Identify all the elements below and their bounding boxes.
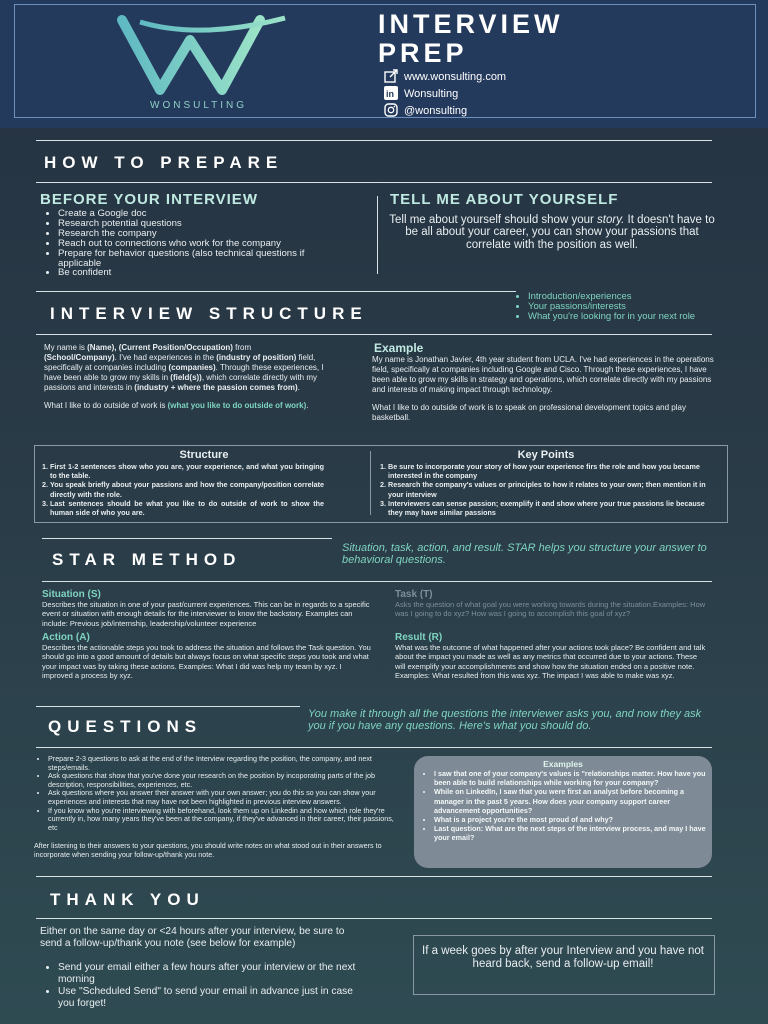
question-tip: • Prepare 2-3 questions to ask at the end of the Interview regarding the position, the company, and next steps/emails. <box>48 755 404 772</box>
divider <box>36 918 712 919</box>
template-paragraph: My name is (Name), (Current Position/Occupation) from (School/Company). I've had experiences in the (industry of position) field, specifically at companies including (companies). Through these experiences, I have been able to grow my skills in (field(s)), which correlate directly with my passions and interests in (industry + where the passion comes from). What I like to do outside of work is (what you like to do outside of work). <box>44 343 324 410</box>
result-text: What was the outcome of what happened after your actions took place? Be confident and talk about the impact you made as well as any metrics that occurred due to your actions. These will exemplify your accomplishments and show how the situation ended on a positive note. Examples: What resulted from this was xyz. The impact I was able to make was xyz. <box>395 643 706 680</box>
structure-item: 1. First 1-2 sentences show who you are, your experience, and what you bringing to the table. <box>50 462 324 480</box>
thank-you-list <box>40 962 356 1010</box>
example-question: • While on LinkedIn, I saw that you were first an analyst before becoming a manager in the past 5 years. How does your company support career advancement opportunities? <box>434 787 706 815</box>
divider <box>36 182 712 183</box>
linkedin-link[interactable] <box>384 86 458 100</box>
before-interview-item: • Research the company <box>58 229 344 239</box>
example-question: • I saw that one of your company's values is "relationships matter. How have you been able to build relationships while working for your company? <box>434 769 706 787</box>
tell-text-part1: Tell me about yourself should show your <box>389 214 594 226</box>
question-tip: • If you know who you're interviewing with beforehand, look them up on Linkedin and how which role they're currently in, how many years they've been at the company, if they've advanced in their career, their passions, etc <box>48 807 404 833</box>
before-interview-item: • Reach out to connections who work for the company <box>58 239 344 249</box>
result-title: Result (R) <box>395 632 443 643</box>
section-title-thank-you: THANK YOU <box>50 890 205 909</box>
before-interview-item: • Research potential questions <box>58 219 344 229</box>
tell-me-title: TELL ME ABOUT YOURSELF <box>390 191 619 208</box>
brand-name: WONSULTING <box>150 100 248 111</box>
divider <box>36 334 516 335</box>
example-text-2: What I like to do outside of work is to speak on professional development topics and play basketball. <box>372 403 686 422</box>
column-divider <box>377 196 378 274</box>
page-title <box>378 10 564 68</box>
before-interview-item: • Create a Google doc <box>58 209 344 219</box>
before-interview-list <box>44 209 344 278</box>
before-interview-title: BEFORE YOUR INTERVIEW <box>40 191 258 208</box>
instagram-link[interactable] <box>384 103 467 117</box>
divider <box>36 140 712 141</box>
tell-text-story: story. <box>597 214 625 226</box>
structure-title: Structure <box>179 449 229 461</box>
tell-me-text <box>388 214 716 251</box>
question-tip: • Ask questions that show that you've done your research on the position by incoporating parts of the job description, responsibilities, experiences, etc. <box>48 772 404 789</box>
question-tip: • Ask questions where you answer their answer with your own answer; you do this so you can show your experiences and interests that may have not been highlighted in previous interview answers. <box>48 789 404 806</box>
divider <box>516 334 712 335</box>
structure-item: 2. You speak briefly about your passions and how the company/position correlate directly with the role. <box>50 480 324 498</box>
keypoint-item: 2. Research the company's values or principles to how it relates to your own; then mention it in your interview <box>388 480 714 498</box>
svg-text:in: in <box>386 89 394 99</box>
title-line-1: INTERVIEW <box>378 9 564 39</box>
examples-list <box>424 769 706 843</box>
instagram-icon <box>384 103 398 117</box>
section-title-how-to-prepare: HOW TO PREPARE <box>44 153 284 172</box>
thank-you-item: • Use "Scheduled Send" to send your email in advance just in case you forget! <box>58 986 356 1010</box>
keypoints-title: Key Points <box>517 449 575 461</box>
thank-you-intro: Either on the same day or <24 hours after your interview, be sure to send a follow-up/thank you note (see below for example) <box>40 926 345 949</box>
instagram-text: @wonsulting <box>404 105 468 117</box>
external-link-icon <box>384 69 398 83</box>
examples-title: Examples <box>543 759 583 769</box>
action-text: Describes the actionable steps you took to address the situation and follows the Task question. You should go into a good amount of details but always focus on what specific steps you took and what your impact was by taking these actions. Examples: What I did was help my team by xyz. I improved a process by xyz. <box>42 643 371 680</box>
linkedin-text: Wonsulting <box>404 88 459 100</box>
example-title: Example <box>374 341 424 355</box>
wonsulting-logo <box>110 10 300 105</box>
star-intro: Situation, task, action, and result. STAR helps you structure your answer to behavioral questions. <box>342 542 707 566</box>
task-text: Asks the question of what goal you were working towards during the situation.Examples: How was I going to do xyz? How was I going to accomplish this goal of xyz? <box>395 600 706 619</box>
before-interview-item: • Be confident <box>58 268 344 278</box>
structure-list <box>40 462 324 517</box>
structure-point: • Your passions/interests <box>528 302 714 312</box>
divider <box>42 538 332 539</box>
keypoint-item: 1. Be sure to incorporate your story of how your experience firs the role and how you became interested in the company <box>388 462 714 480</box>
example-question: • Last question: What are the next steps of the interview process, and may I have your email? <box>434 824 706 842</box>
section-title-questions: QUESTIONS <box>48 717 203 736</box>
questions-list <box>38 755 404 832</box>
structure-item: 3. Last sentences should be what you like to do outside of work to show the human side of who you are. <box>50 499 324 517</box>
divider <box>36 876 712 877</box>
action-title: Action (A) <box>42 632 90 643</box>
example-paragraph <box>372 355 724 423</box>
box-divider <box>370 451 371 515</box>
before-interview-item: • Prepare for behavior questions (also technical questions if applicable <box>58 249 344 269</box>
linkedin-icon <box>384 86 398 100</box>
keypoint-item: 3. Interviewers can sense passion; exemplify it and show where your true passions lie because they may have similar passions <box>388 499 714 517</box>
divider <box>36 747 712 748</box>
keypoints-list <box>378 462 714 517</box>
situation-title: Situation (S) <box>42 589 101 600</box>
questions-after: After listening to their answers to your questions, you should write notes on what stood out in their answers to incorporate when sending your follow-up/thank you note. <box>34 841 382 859</box>
example-question: • What is a project you're the most proud of and why? <box>434 815 706 824</box>
follow-up-text: If a week goes by after your Interview and you have not heard back, send a follow-up email! <box>422 945 704 970</box>
divider <box>36 291 516 292</box>
thank-you-item: • Send your email either a few hours after your interview or the next morning <box>58 962 356 986</box>
tell-text-part2: It doesn't have to be all about your career, you can show your passions that correlate with the position as well. <box>405 214 715 251</box>
website-text: www.wonsulting.com <box>404 71 507 83</box>
situation-text: Describes the situation in one of your past/current experiences. This can be in regards to a specific event or situation with enough details for the interviewer to know the backstory. Examples can include: Previous job/internship, leadership/volunteer experience <box>42 600 370 628</box>
divider <box>42 581 712 582</box>
structure-point: • Introduction/experiences <box>528 292 714 302</box>
example-text-1: My name is Jonathan Javier, 4th year student from UCLA. I've had experiences in the operations field, specifically at companies including Google and Cisco. Through these experiences, I have been able to grow my skills in strategy and operations, which correlate directly with my passions and interests of making impact through technology. <box>372 355 714 394</box>
divider <box>36 706 300 707</box>
structure-point: • What you're looking for in your next role <box>528 312 714 322</box>
section-title-star: STAR METHOD <box>52 550 242 569</box>
questions-intro: You make it through all the questions the interviewer asks you, and now they ask you if you have any questions. Here's what you should do. <box>308 708 702 732</box>
website-link[interactable] <box>384 69 506 83</box>
task-title: Task (T) <box>395 589 433 600</box>
title-line-2: PREP <box>378 38 468 68</box>
section-title-interview-structure: INTERVIEW STRUCTURE <box>50 304 368 323</box>
structure-points <box>514 292 714 323</box>
